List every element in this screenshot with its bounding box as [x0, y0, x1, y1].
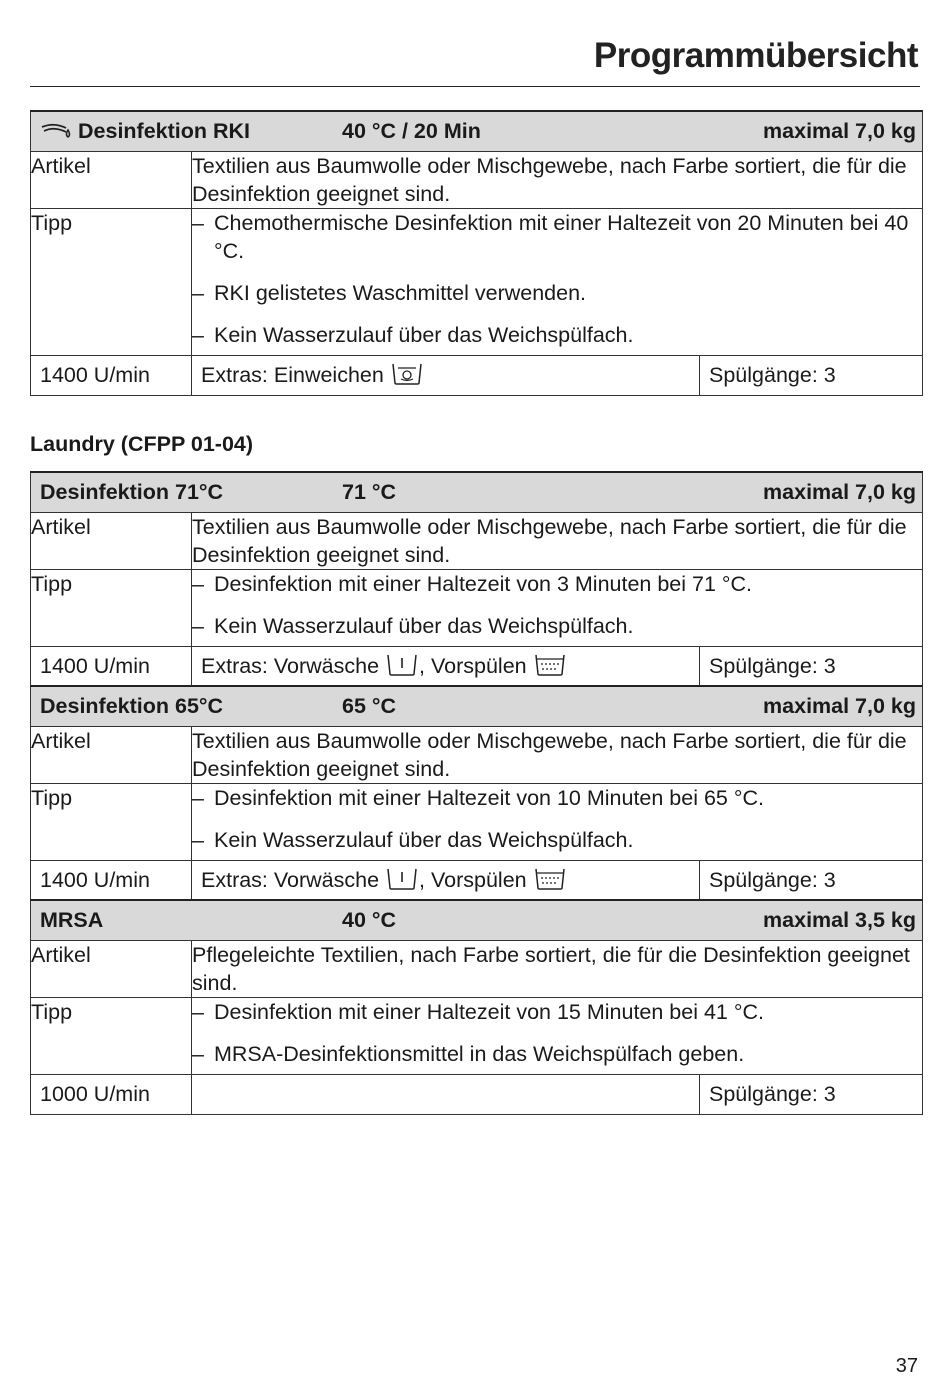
tipp-item: – Kein Wasserzulauf über das Weichspülfach. [192, 827, 634, 852]
program-header-row [31, 472, 923, 512]
tipp-list [192, 783, 923, 860]
artikel-text: Textilien aus Baumwolle oder Mischgewebe, nach Farbe sortiert, die für die Desinfektion geeignet sind. [192, 512, 923, 569]
program-table-cfpp [30, 471, 923, 1115]
tipp-item: – Kein Wasserzulauf über das Weichspülfach. [192, 322, 634, 347]
tipp-item: – Kein Wasserzulauf über das Weichspülfach. [192, 613, 634, 638]
program-name: Desinfektion 65°C [40, 694, 224, 718]
program-max-load: maximal 7,0 kg [763, 480, 917, 504]
rinse-count: Spülgänge: 3 [700, 860, 923, 900]
artikel-label: Artikel [31, 512, 192, 569]
spin-speed: 1400 U/min [31, 860, 192, 900]
rinse-count: Spülgänge: 3 [700, 355, 923, 395]
tipp-item: – Desinfektion mit einer Haltezeit von 15 Minuten bei 41 °C. [192, 999, 764, 1024]
program-table-rki [30, 110, 923, 396]
footer-row [31, 1074, 923, 1114]
extras-prerinse-text: , Vorspülen [419, 867, 527, 892]
tipp-row [31, 783, 923, 860]
artikel-text: Textilien aus Baumwolle oder Mischgewebe, nach Farbe sortiert, die für die Desinfektion geeignet sind. [192, 726, 923, 783]
title-divider [30, 86, 920, 87]
tipp-item: – Desinfektion mit einer Haltezeit von 10 Minuten bei 65 °C. [192, 785, 764, 810]
extras [192, 1074, 700, 1114]
program-temperature: 71 °C [342, 480, 397, 504]
tipp-row [31, 208, 923, 355]
tipp-list [192, 997, 923, 1074]
program-max-load: maximal 7,0 kg [763, 119, 917, 143]
tipp-list [192, 208, 923, 355]
program-temperature: 40 °C [342, 908, 397, 932]
tipp-item: – RKI gelistetes Waschmittel verwenden. [192, 280, 587, 305]
extras [192, 355, 700, 395]
tipp-label: Tipp [31, 997, 192, 1074]
footer-row [31, 646, 923, 686]
extras-text: Extras: Einweichen [201, 362, 384, 387]
program-max-load: maximal 3,5 kg [763, 908, 917, 932]
page-number: 37 [895, 1355, 918, 1377]
artikel-row [31, 940, 923, 997]
spin-speed: 1400 U/min [31, 355, 192, 395]
tipp-label: Tipp [31, 208, 192, 355]
program-name-text: Desinfektion RKI [78, 119, 251, 143]
program-temperature: 40 °C / 20 Min [342, 119, 481, 143]
program-name: Desinfektion 71°C [40, 480, 224, 504]
artikel-row [31, 151, 923, 208]
tipp-item: – Chemothermische Desinfektion mit einer Haltezeit von 20 Minuten bei 40 °C. [192, 210, 909, 263]
extras [192, 860, 700, 900]
artikel-row [31, 512, 923, 569]
program-name: MRSA [40, 908, 104, 932]
rinse-count: Spülgänge: 3 [700, 646, 923, 686]
prerinse-icon [533, 653, 567, 677]
spin-speed: 1000 U/min [31, 1074, 192, 1114]
prewash-icon [385, 653, 419, 677]
extras-prewash-text: Extras: Vorwäsche [201, 867, 380, 892]
footer-row [31, 355, 923, 395]
artikel-label: Artikel [31, 151, 192, 208]
tipp-row [31, 997, 923, 1074]
extras [192, 646, 700, 686]
prerinse-icon [533, 867, 567, 891]
extras-prewash-text: Extras: Vorwäsche [201, 653, 380, 678]
tipp-label: Tipp [31, 569, 192, 646]
artikel-text: Textilien aus Baumwolle oder Mischgewebe, nach Farbe sortiert, die für die Desinfektion geeignet sind. [192, 151, 923, 208]
tipp-item: – Desinfektion mit einer Haltezeit von 3 Minuten bei 71 °C. [192, 571, 753, 596]
program-temperature: 65 °C [342, 694, 397, 718]
artikel-label: Artikel [31, 940, 192, 997]
rinse-count: Spülgänge: 3 [700, 1074, 923, 1114]
artikel-text: Pflegeleichte Textilien, nach Farbe sortiert, die für die Desinfektion geeignet sind. [192, 940, 923, 997]
tipp-label: Tipp [31, 783, 192, 860]
disinfection-icon [40, 119, 74, 141]
spin-speed: 1400 U/min [31, 646, 192, 686]
artikel-label: Artikel [31, 726, 192, 783]
section-title: Laundry (CFPP 01-04) [30, 432, 254, 456]
page-title: Programmübersicht [593, 36, 918, 75]
tipp-row [31, 569, 923, 646]
footer-row [31, 860, 923, 900]
program-max-load: maximal 7,0 kg [763, 694, 917, 718]
soak-icon [390, 362, 424, 386]
program-header-row [31, 900, 923, 940]
tipp-list [192, 569, 923, 646]
program-name [40, 117, 250, 145]
prewash-icon [385, 867, 419, 891]
program-header-row [31, 686, 923, 726]
artikel-row [31, 726, 923, 783]
program-header-row [31, 111, 923, 151]
extras-prerinse-text: , Vorspülen [419, 653, 527, 678]
tipp-item: – MRSA-Desinfektionsmittel in das Weichspülfach geben. [192, 1041, 745, 1066]
